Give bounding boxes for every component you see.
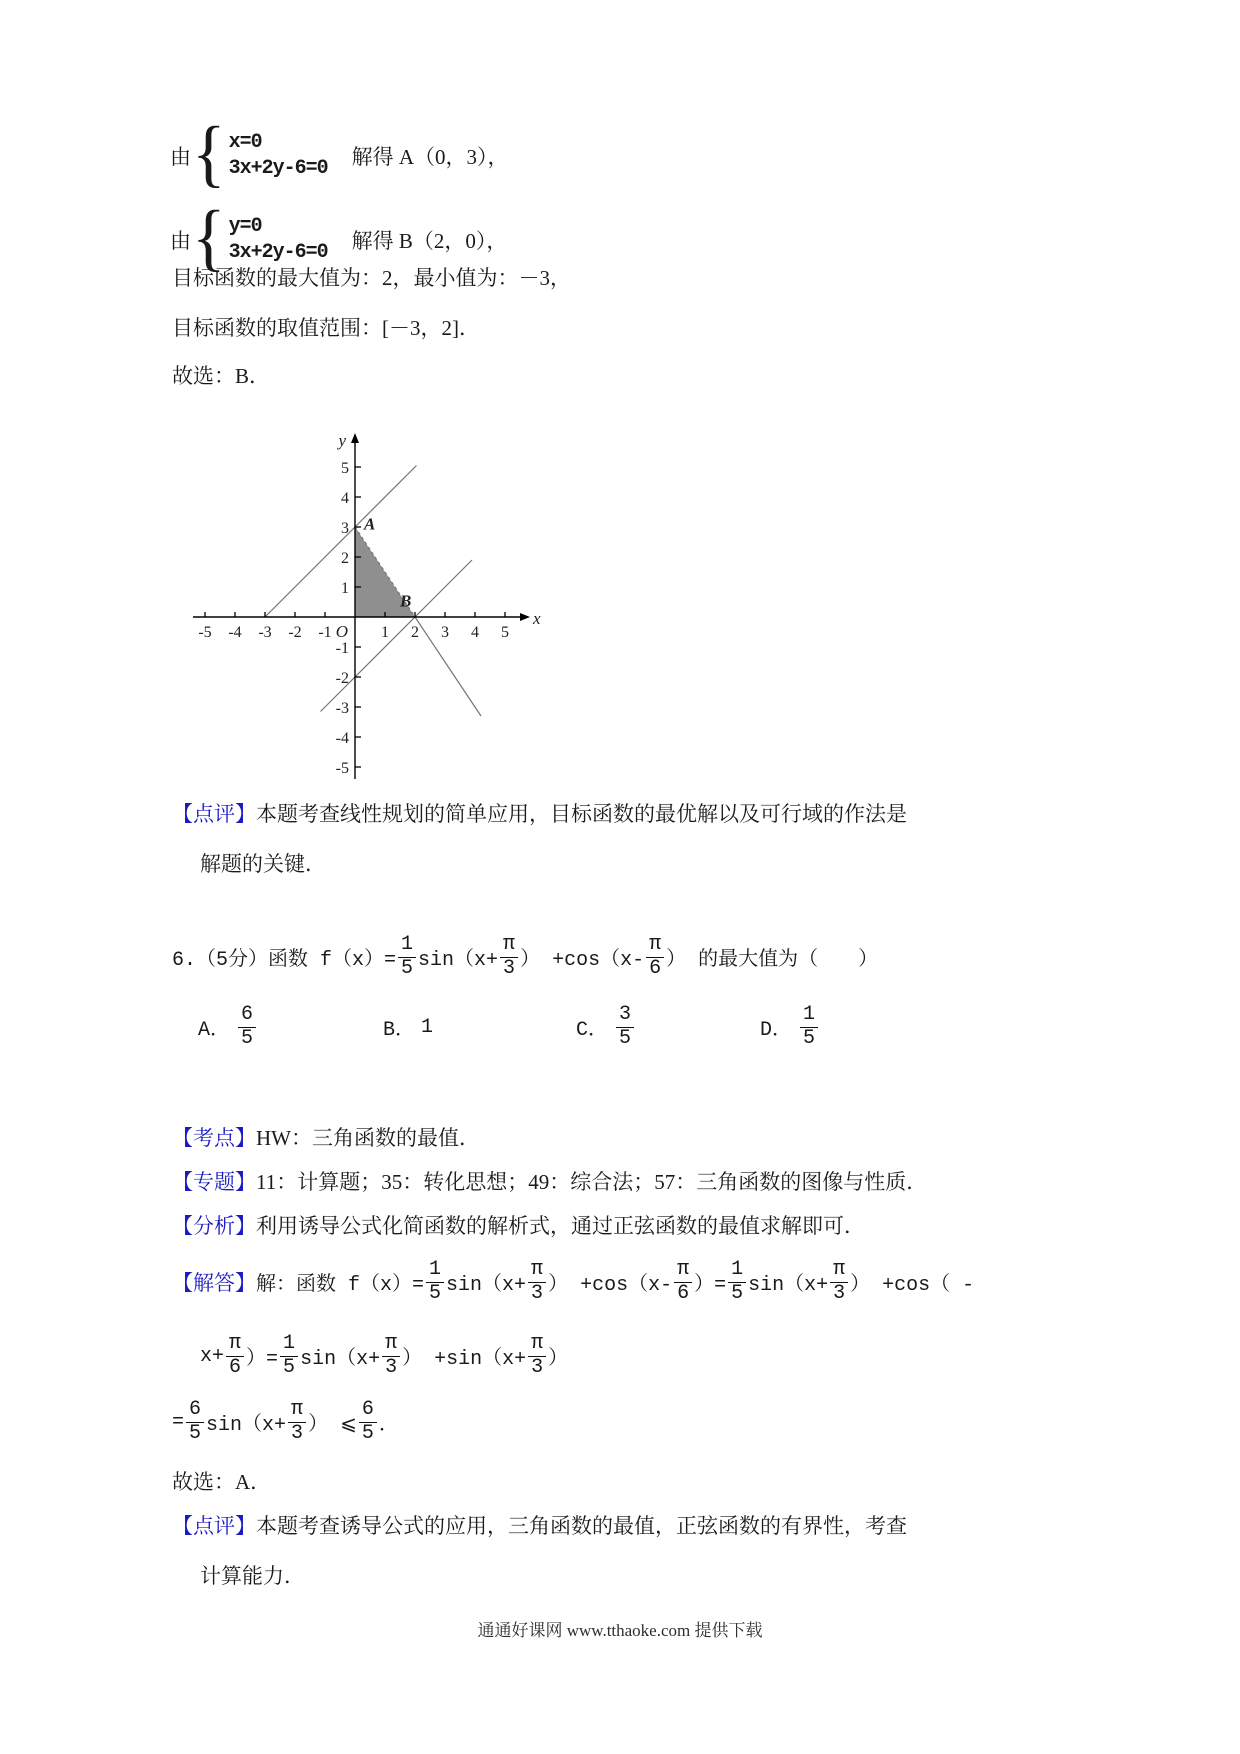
svg-text:-3: -3 xyxy=(258,624,272,641)
svg-text:-5: -5 xyxy=(335,760,349,777)
svg-text:-2: -2 xyxy=(335,670,349,687)
fenxi-text: 利用诱导公式化简函数的解析式，通过正弦函数的最值求解即可． xyxy=(256,1214,865,1238)
svg-text:4: 4 xyxy=(471,624,479,641)
answer-choice-6: 故选：A． xyxy=(172,1470,272,1494)
jieda-line-2: x+ $\frac{\pi}{6}$ ）= $\frac{1}{5}$ sin（x+ $\frac{\pi}{3}$ ） +sin（x+ $\frac{\pi}{3}$ ） xyxy=(200,1332,569,1379)
system-equations xyxy=(229,131,328,180)
option-d-value: $\frac{1}{5}$ xyxy=(798,1004,820,1050)
option-d-label: D． xyxy=(760,1019,793,1042)
left-brace-icon: { xyxy=(192,111,226,196)
jieda-line-1 xyxy=(172,1252,974,1312)
svg-text:2: 2 xyxy=(341,550,349,567)
svg-text:3: 3 xyxy=(341,520,349,537)
options-row xyxy=(0,998,1240,1056)
svg-text:-4: -4 xyxy=(228,624,242,641)
comment6-line-2: 计算能力． xyxy=(200,1564,305,1588)
equation: 3x+2y-6=0 xyxy=(228,241,328,264)
question-6-stem: 6.（5分）函数 f（x）= $\frac{1}{5}$ sin（x+ $\frac{\pi}{3}$ ） +cos（x- $\frac{\pi}{6}$ ） 的最大值为（ ） xyxy=(172,933,879,980)
zhuanti-line xyxy=(172,1168,927,1196)
svg-text:B: B xyxy=(400,591,412,611)
svg-text:5: 5 xyxy=(501,624,509,641)
comment6-text: 本题考查诱导公式的应用，三角函数的最值，正弦函数的有界性，考查 xyxy=(256,1514,907,1538)
svg-text:x: x xyxy=(533,609,541,628)
svg-text:-1: -1 xyxy=(318,624,332,641)
jieda-label: 【解答】 xyxy=(172,1271,256,1295)
option-c xyxy=(576,998,636,1056)
footer-site-credit: 通通好课网 www.tthaoke.com 提供下载 xyxy=(477,1621,763,1640)
answer-choice-5: 故选：B． xyxy=(172,364,271,388)
svg-text:O: O xyxy=(335,622,348,641)
equation: y=0 xyxy=(228,215,262,238)
svg-text:A: A xyxy=(364,514,376,534)
coordinate-plot xyxy=(193,428,545,785)
comment-line-2: 解题的关键． xyxy=(200,852,326,876)
kaodian-text: HW：三角函数的最值． xyxy=(256,1126,480,1150)
svg-text:y: y xyxy=(338,431,346,450)
system-result: 解得 A（0，3）， xyxy=(351,144,509,169)
svg-text:1: 1 xyxy=(341,580,349,597)
svg-text:-4: -4 xyxy=(335,730,349,747)
svg-text:4: 4 xyxy=(341,490,349,507)
option-a-value: $\frac{6}{5}$ xyxy=(236,1004,258,1050)
svg-text:5: 5 xyxy=(341,460,349,477)
left-brace-icon: { xyxy=(192,195,226,280)
jieda-line-3: = $\frac{6}{5}$ sin（x+ $\frac{\pi}{3}$ ） ⩽ $\frac{6}{5}$ ． xyxy=(172,1398,399,1445)
jieda-formula-1: 解：函数 f（x）= $\frac{1}{5}$ sin（x+ $\frac{\pi}{3}$ ） +cos（x- $\frac{\pi}{6}$ ）= $\frac{1}{5}$ sin（x+ $\frac{\pi}{3}$ ） +cos（ - xyxy=(256,1258,975,1305)
comment6-label: 【点评】 xyxy=(172,1514,256,1538)
comment6-line-1 xyxy=(172,1512,907,1540)
svg-text:-1: -1 xyxy=(335,640,349,657)
svg-text:1: 1 xyxy=(381,624,389,641)
fenxi-line xyxy=(172,1212,865,1240)
option-a xyxy=(198,998,258,1056)
zhuanti-text: 11：计算题；35：转化思想；49：综合法；57：三角函数的图像与性质． xyxy=(256,1170,928,1194)
system-lead: 由 xyxy=(170,228,191,253)
option-a-label: A． xyxy=(198,1019,231,1042)
kaodian-label: 【考点】 xyxy=(172,1126,256,1150)
svg-text:-3: -3 xyxy=(335,700,349,717)
option-c-value: $\frac{3}{5}$ xyxy=(614,1004,636,1050)
system-equations xyxy=(229,215,328,264)
option-d xyxy=(760,998,820,1056)
svg-text:2: 2 xyxy=(411,624,419,641)
svg-text:-5: -5 xyxy=(198,624,212,641)
statement-max-min: 目标函数的最大值为：2，最小值为：－3， xyxy=(172,266,571,290)
option-b-label: B． xyxy=(383,1019,416,1042)
option-b xyxy=(383,998,433,1056)
zhuanti-label: 【专题】 xyxy=(172,1170,256,1194)
equation-system-1 xyxy=(170,111,509,196)
comment-label: 【点评】 xyxy=(172,802,256,826)
system-lead: 由 xyxy=(170,144,191,169)
svg-text:-2: -2 xyxy=(288,624,302,641)
statement-range: 目标函数的取值范围：[－3，2]． xyxy=(172,316,480,340)
equation: x=0 xyxy=(228,131,262,154)
equation-system-2 xyxy=(170,195,508,280)
comment-text: 本题考查线性规划的简单应用，目标函数的最优解以及可行域的作法是 xyxy=(256,802,907,826)
option-c-label: C． xyxy=(576,1019,609,1042)
option-b-value: 1 xyxy=(421,1015,434,1039)
comment-line-1 xyxy=(172,800,907,828)
svg-text:3: 3 xyxy=(441,624,449,641)
fenxi-label: 【分析】 xyxy=(172,1214,256,1238)
equation: 3x+2y-6=0 xyxy=(228,157,328,180)
kaodian-line xyxy=(172,1124,480,1152)
system-result: 解得 B（2，0）， xyxy=(351,228,508,253)
